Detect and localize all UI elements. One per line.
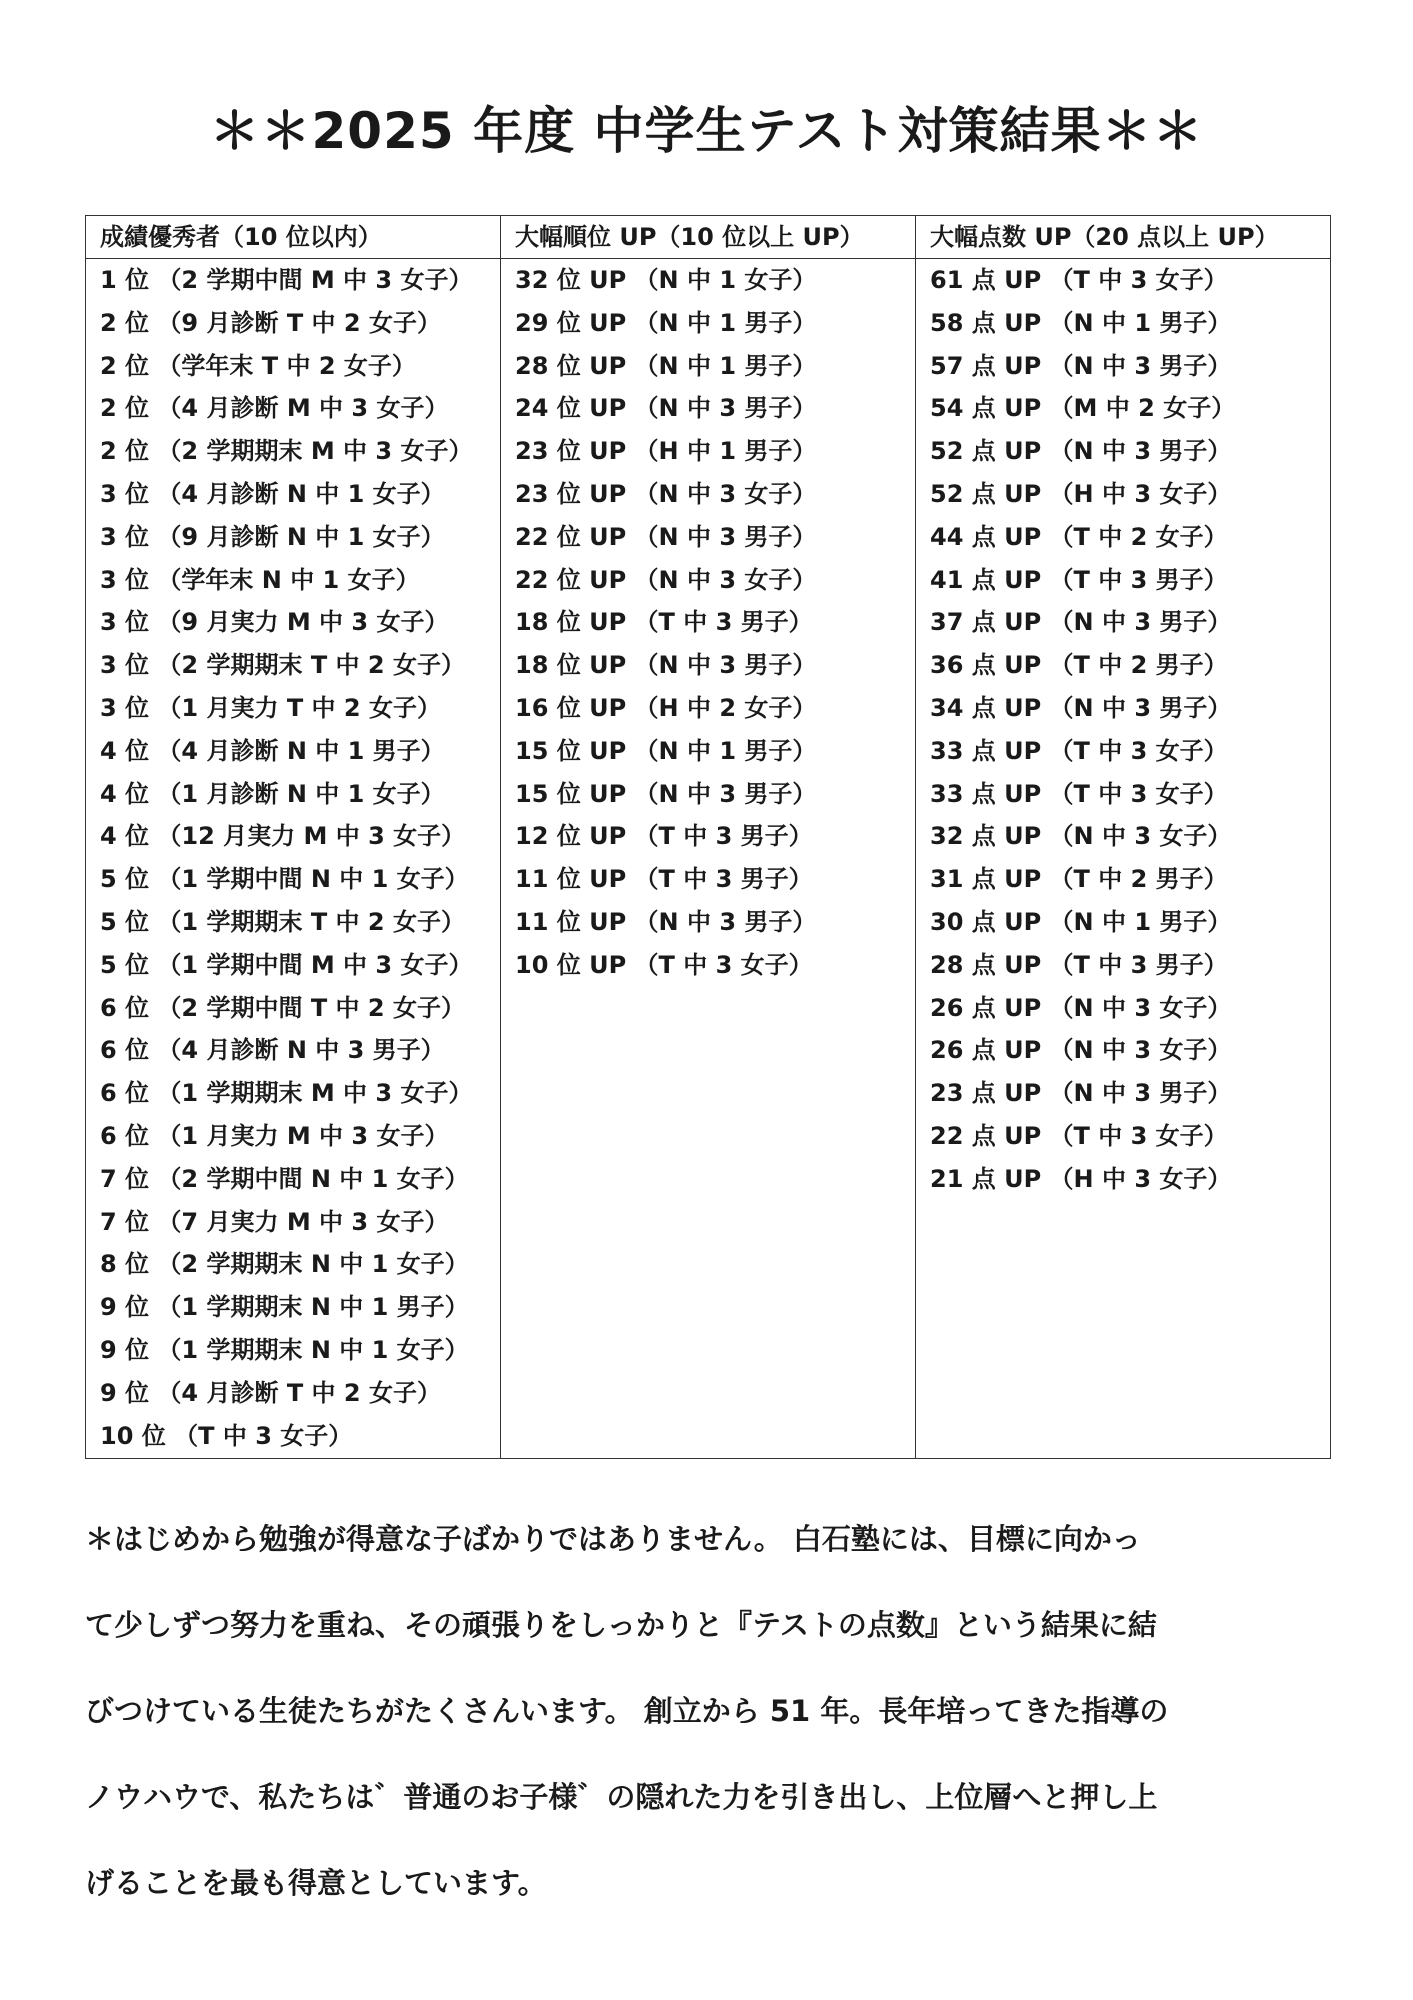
- result-entry: 52 点 UP （N 中 3 男子）: [930, 437, 1232, 466]
- result-entry: 12 位 UP （T 中 3 男子）: [515, 822, 813, 851]
- result-entry: 32 位 UP （N 中 1 女子）: [515, 266, 817, 294]
- result-entry: 23 位 UP （H 中 1 男子）: [515, 437, 817, 466]
- result-entry: 9 位 （1 学期期末 N 中 1 女子）: [100, 1335, 469, 1364]
- result-entry: 30 点 UP （N 中 1 男子）: [930, 907, 1232, 936]
- result-entry: 6 位 （4 月診断 N 中 3 男子）: [100, 1036, 445, 1065]
- result-entry: 33 点 UP （T 中 3 女子）: [930, 736, 1228, 765]
- result-entry: 28 位 UP （N 中 1 男子）: [515, 351, 817, 380]
- result-entry: 3 位 （1 月実力 T 中 2 女子）: [100, 693, 441, 722]
- result-entry: 5 位 （1 学期中間 N 中 1 女子）: [100, 865, 469, 894]
- description-text: [85, 1496, 1335, 1926]
- result-entry: 23 位 UP （N 中 3 女子）: [515, 479, 817, 508]
- result-entry: 4 位 （1 月診断 N 中 1 女子）: [100, 779, 445, 808]
- column-heading: 成績優秀者（10 位以内）: [86, 216, 500, 259]
- result-entry: 16 位 UP （H 中 2 女子）: [515, 693, 817, 722]
- result-list: [916, 259, 1330, 1201]
- result-entry: 44 点 UP （T 中 2 女子）: [930, 522, 1228, 551]
- result-entry: 18 位 UP （T 中 3 男子）: [515, 608, 813, 637]
- result-entry: 3 位 （4 月診断 N 中 1 女子）: [100, 479, 445, 508]
- results-table: [85, 215, 1331, 1459]
- result-entry: 37 点 UP （N 中 3 男子）: [930, 608, 1232, 637]
- result-entry: 9 位 （1 学期期末 N 中 1 男子）: [100, 1293, 469, 1322]
- result-entry: 2 位 （2 学期期末 M 中 3 女子）: [100, 437, 473, 466]
- result-entry: 4 位 （4 月診断 N 中 1 男子）: [100, 736, 445, 765]
- result-entry: 3 位 （9 月診断 N 中 1 女子）: [100, 522, 445, 551]
- result-entry: 23 点 UP （N 中 3 男子）: [930, 1079, 1232, 1108]
- result-entry: 18 位 UP （N 中 3 男子）: [515, 651, 817, 680]
- result-entry: 5 位 （1 学期期末 T 中 2 女子）: [100, 907, 465, 936]
- result-entry: 22 位 UP （N 中 3 女子）: [515, 565, 817, 594]
- result-entry: 54 点 UP （M 中 2 女子）: [930, 394, 1236, 423]
- result-entry: 28 点 UP （T 中 3 男子）: [930, 950, 1228, 979]
- result-entry: 33 点 UP （T 中 3 女子）: [930, 779, 1228, 808]
- rank-up-column: [500, 216, 915, 1458]
- result-entry: 24 位 UP （N 中 3 男子）: [515, 394, 817, 423]
- page-title: ＊＊2025 年度 中学生テスト対策結果＊＊: [209, 102, 1204, 160]
- result-entry: 9 位 （4 月診断 T 中 2 女子）: [100, 1378, 441, 1407]
- result-entry: 2 位 （学年末 T 中 2 女子）: [100, 351, 416, 380]
- result-list: [86, 259, 500, 1457]
- result-entry: 3 位 （学年末 N 中 1 女子）: [100, 565, 420, 594]
- description-line: げることを最も得意としています。: [85, 1866, 547, 1900]
- result-entry: 36 点 UP （T 中 2 男子）: [930, 651, 1228, 680]
- result-entry: 10 位 UP （T 中 3 女子）: [515, 950, 813, 979]
- result-entry: 29 位 UP （N 中 1 男子）: [515, 308, 817, 337]
- result-entry: 57 点 UP （N 中 3 男子）: [930, 351, 1232, 380]
- column-heading: 大幅点数 UP（20 点以上 UP）: [916, 216, 1330, 259]
- result-entry: 26 点 UP （N 中 3 女子）: [930, 1036, 1232, 1065]
- top-ranking-column: [86, 216, 500, 1458]
- description-line: ＊はじめから勉強が得意な子ばかりではありません。 白石塾には、目標に向かっ: [85, 1522, 1141, 1556]
- result-entry: 7 位 （2 学期中間 N 中 1 女子）: [100, 1164, 469, 1193]
- result-entry: 6 位 （2 学期中間 T 中 2 女子）: [100, 993, 465, 1022]
- result-entry: 2 位 （9 月診断 T 中 2 女子）: [100, 308, 441, 337]
- result-entry: 15 位 UP （N 中 1 男子）: [515, 736, 817, 765]
- result-entry: 7 位 （7 月実力 M 中 3 女子）: [100, 1207, 449, 1236]
- result-entry: 52 点 UP （H 中 3 女子）: [930, 479, 1232, 508]
- result-entry: 26 点 UP （N 中 3 女子）: [930, 993, 1232, 1022]
- result-entry: 32 点 UP （N 中 3 女子）: [930, 822, 1232, 851]
- result-entry: 61 点 UP （T 中 3 女子）: [930, 266, 1228, 294]
- result-entry: 11 位 UP （T 中 3 男子）: [515, 865, 813, 894]
- result-entry: 4 位 （12 月実力 M 中 3 女子）: [100, 822, 466, 851]
- result-entry: 6 位 （1 学期期末 M 中 3 女子）: [100, 1079, 473, 1108]
- result-entry: 11 位 UP （N 中 3 男子）: [515, 907, 817, 936]
- result-entry: 2 位 （4 月診断 M 中 3 女子）: [100, 394, 449, 423]
- score-up-column: [915, 216, 1330, 1458]
- result-entry: 8 位 （2 学期期末 N 中 1 女子）: [100, 1250, 469, 1279]
- result-entry: 15 位 UP （N 中 3 男子）: [515, 779, 817, 808]
- description-line: ノウハウで、私たちは゛普通のお子様゛の隠れた力を引き出し、上位層へと押し上: [85, 1780, 1158, 1814]
- description-line: て少しずつ努力を重ね、その頑張りをしっかりと『テストの点数』という結果に結: [85, 1608, 1157, 1642]
- result-entry: 3 位 （9 月実力 M 中 3 女子）: [100, 608, 449, 637]
- result-list: [501, 259, 915, 987]
- result-entry: 3 位 （2 学期期末 T 中 2 女子）: [100, 651, 465, 680]
- result-entry: 58 点 UP （N 中 1 男子）: [930, 308, 1232, 337]
- result-entry: 10 位 （T 中 3 女子）: [100, 1421, 353, 1450]
- result-entry: 21 点 UP （H 中 3 女子）: [930, 1164, 1232, 1193]
- description-line: びつけている生徒たちがたくさんいます。 創立から 51 年。長年培ってきた指導の: [85, 1694, 1169, 1728]
- result-entry: 6 位 （1 月実力 M 中 3 女子）: [100, 1121, 449, 1150]
- result-entry: 1 位 （2 学期中間 M 中 3 女子）: [100, 266, 473, 294]
- result-entry: 34 点 UP （N 中 3 男子）: [930, 693, 1232, 722]
- column-heading: 大幅順位 UP（10 位以上 UP）: [501, 216, 915, 259]
- result-entry: 31 点 UP （T 中 2 男子）: [930, 865, 1228, 894]
- result-entry: 22 位 UP （N 中 3 男子）: [515, 522, 817, 551]
- result-entry: 5 位 （1 学期中間 M 中 3 女子）: [100, 950, 473, 979]
- result-entry: 41 点 UP （T 中 3 男子）: [930, 565, 1228, 594]
- result-entry: 22 点 UP （T 中 3 女子）: [930, 1121, 1228, 1150]
